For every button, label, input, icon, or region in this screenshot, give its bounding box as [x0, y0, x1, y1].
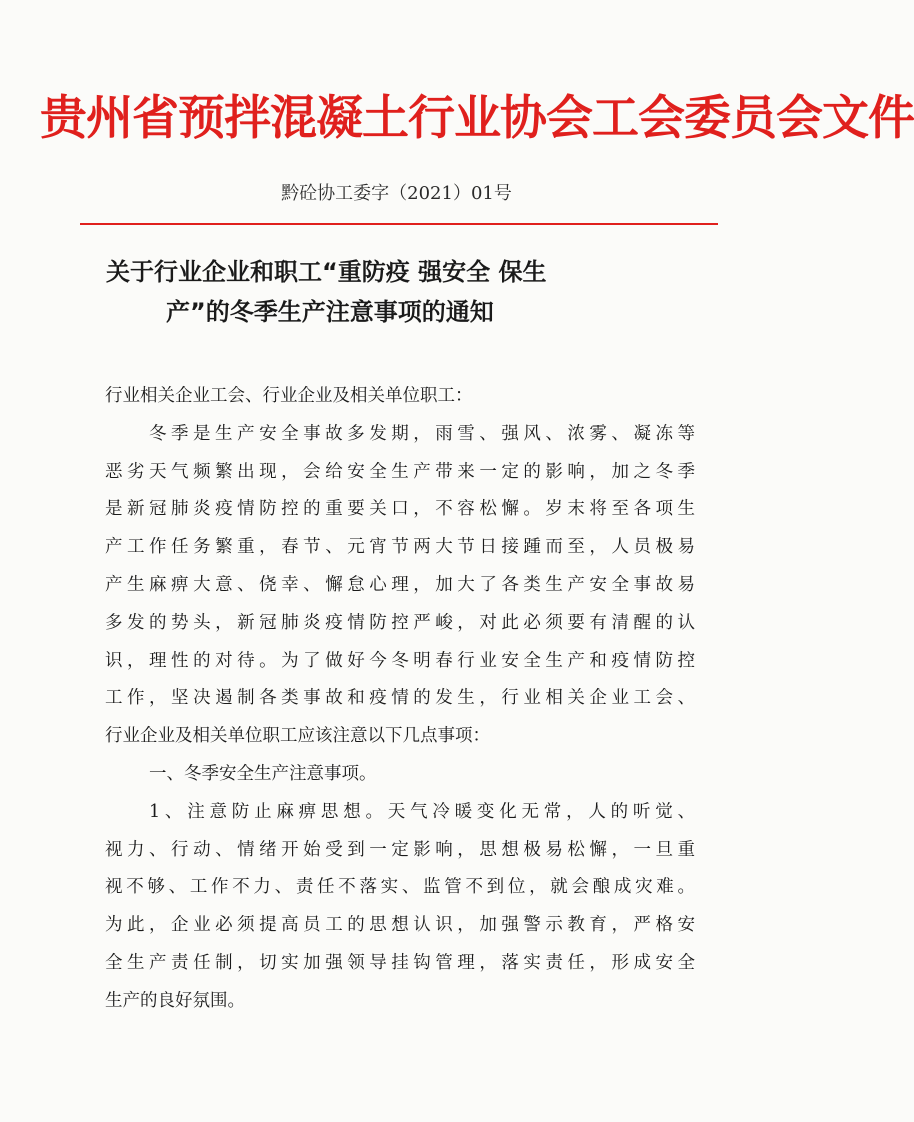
item-line: 为此，企业必须提高员工的思想认识，加强警示教育，严格安 [105, 915, 695, 936]
paragraph-line: 产工作任务繁重，春节、元宵节两大节日接踵而至，人员极易 [105, 537, 695, 558]
item-line: 视不够、工作不力、责任不落实、监管不到位，就会酿成灾难。 [105, 877, 695, 898]
salutation: 行业相关企业工会、行业企业及相关单位职工： [105, 386, 473, 406]
paragraph-line: 是新冠肺炎疫情防控的重要关口，不容松懈。岁末将至各项生 [105, 499, 695, 520]
item-line: 全生产责任制，切实加强领导挂钩管理，落实责任，形成安全 [105, 952, 695, 973]
paragraph-line: 产生麻痹大意、侥幸、懈怠心理，加大了各类生产安全事故易 [105, 574, 695, 595]
document-number: 黔砼协工委字（2021）01号 [281, 183, 512, 204]
item-line: 1、注意防止麻痹思想。天气冷暖变化无常，人的听觉、 [149, 801, 695, 822]
paragraph-line: 恶劣天气频繁出现，会给安全生产带来一定的影响，加之冬季 [105, 461, 695, 482]
paragraph-line: 工作，坚决遏制各类事故和疫情的发生，行业相关企业工会、 [105, 688, 695, 709]
notice-title [80, 252, 713, 332]
section-heading: 一、冬季安全生产注意事项。 [149, 763, 377, 784]
paragraph-line: 识，理性的对待。为了做好今冬明春行业安全生产和疫情防控 [105, 650, 695, 671]
paragraph-line: 多发的势头，新冠肺炎疫情防控严峻，对此必须要有清醒的认 [105, 612, 695, 633]
notice-body [105, 378, 695, 1021]
header-divider [80, 223, 718, 225]
item-line: 生产的良好氛围。 [105, 990, 245, 1011]
paragraph-line: 冬季是生产安全事故多发期，雨雪、强风、浓雾、凝冻等 [149, 423, 695, 444]
item-line: 视力、行动、情绪开始受到一定影响，思想极易松懈，一旦重 [105, 839, 695, 860]
notice-title-line-1: 关于行业企业和职工“重防疫 强安全 保生 [106, 258, 547, 286]
notice-title-line-2: 产”的冬季生产注意事项的通知 [166, 298, 494, 326]
organization-title: 贵州省预拌混凝土行业协会工会委员会文件 [40, 91, 914, 146]
paragraph-line: 行业企业及相关单位职工应该注意以下几点事项： [105, 726, 490, 747]
